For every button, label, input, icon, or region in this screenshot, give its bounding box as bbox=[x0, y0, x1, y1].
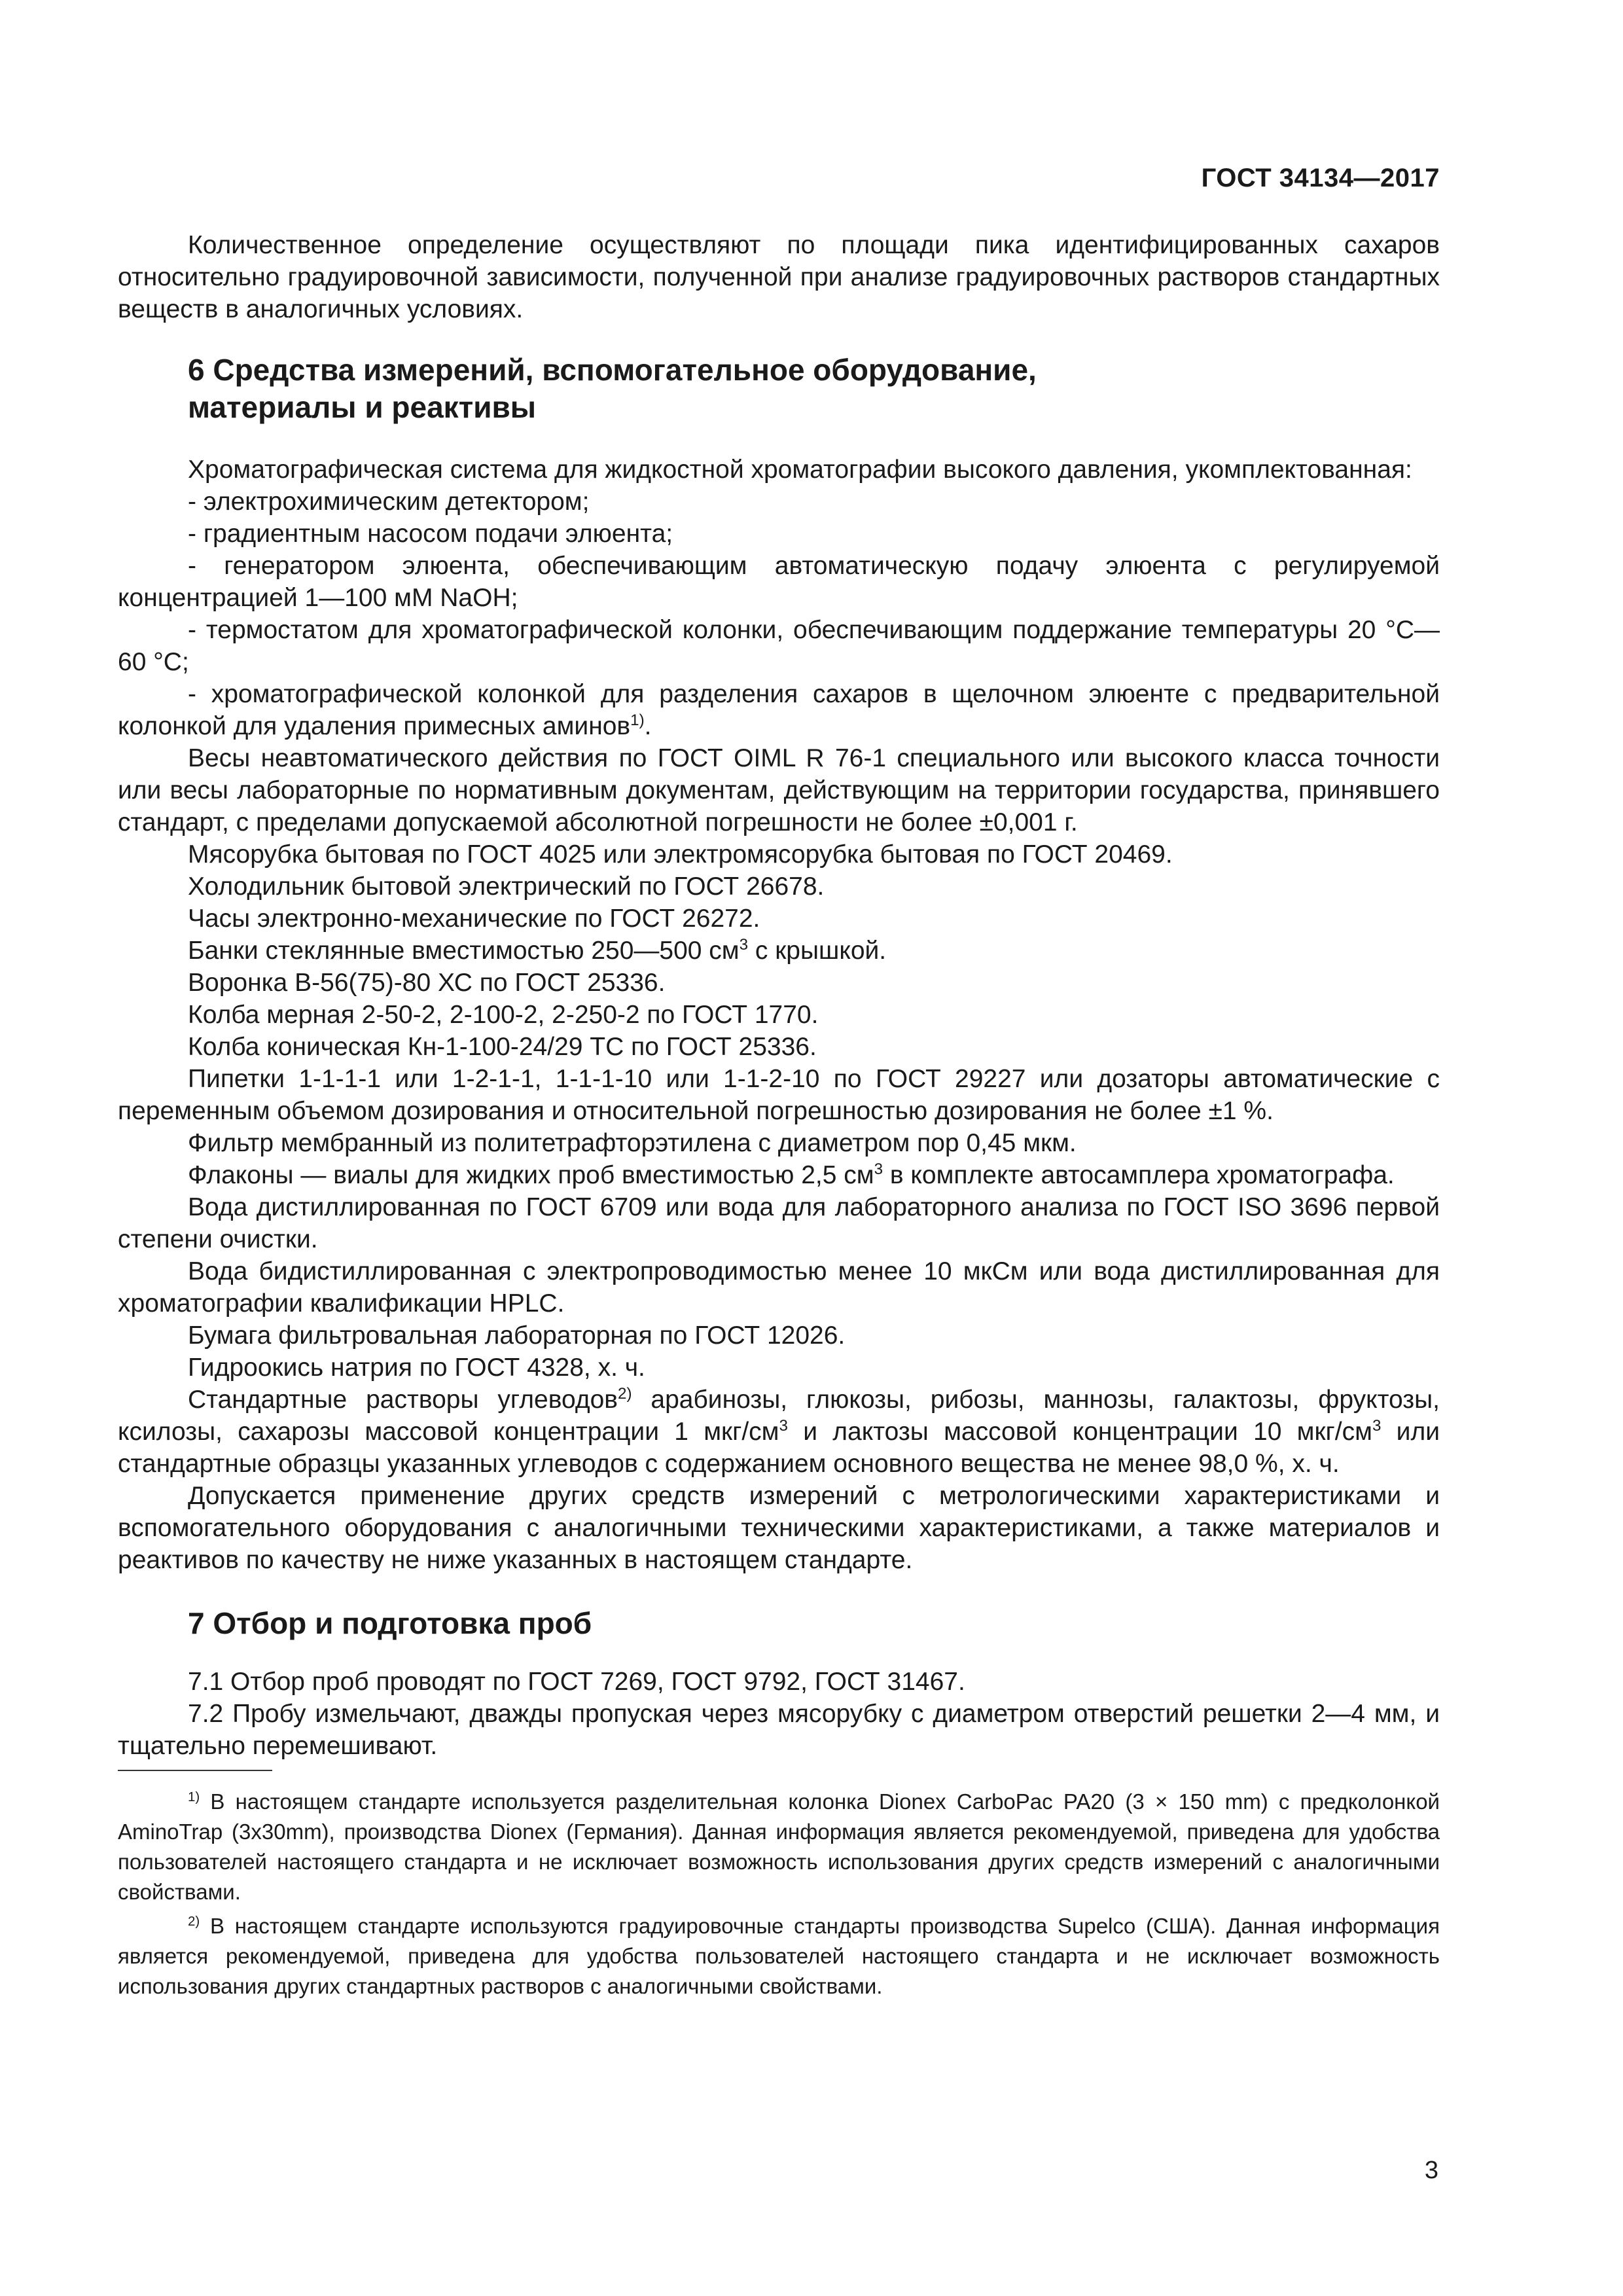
footnote-ref-2: 2) bbox=[618, 1385, 632, 1403]
vials-text: Флаконы — виалы для жидких проб вместимостью 2,5 см bbox=[188, 1161, 874, 1189]
standards-text-d: или стандартные образцы указанных углеводов с содержанием основного вещества не менее 98,0 %, х. ч. bbox=[118, 1418, 1440, 1478]
fridge-paragraph: Холодильник бытовой электрический по ГОСТ 26678. bbox=[188, 872, 825, 901]
jars-paragraph bbox=[118, 935, 1440, 967]
flask-measuring-paragraph: Колба мерная 2-50-2, 2-100-2, 2-250-2 по ГОСТ 1770. bbox=[188, 1001, 819, 1029]
jars-text: Банки стеклянные вместимостью 250—500 см bbox=[188, 937, 740, 965]
clock-paragraph: Часы электронно-механические по ГОСТ 26272. bbox=[188, 905, 760, 933]
section-7-heading: 7 Отбор и подготовка проб bbox=[188, 1606, 592, 1640]
intro-paragraph: Количественное определение осуществляют по площади пика идентифицированных сахаров относительно градуировочной зависимости, полученной при анализе градуировочных растворов стандартных веществ в аналогичных условиях. bbox=[118, 231, 1440, 323]
grinder-paragraph: Мясорубка бытовая по ГОСТ 4025 или электромясорубка бытовая по ГОСТ 20469. bbox=[188, 840, 1173, 869]
section-6-title-line1: 6 Средства измерений, вспомогательное оборудование, bbox=[188, 353, 1037, 387]
footnote-1-text: В настоящем стандарте используется разделительная колонка Dionex CarboPac PA20 (3 × 150 mm) с предколонкой AminoTrap (3x30mm), производства Dionex (Германия). Данная информация является рекомендуемой, приведена для удобства пользователей настоящего стандарта и не исключает возможность использования других средств измерений с аналогичными свойствами. bbox=[118, 1789, 1440, 1904]
system-item-detector: - электрохимическим детектором; bbox=[188, 488, 590, 516]
standards-text-a: Стандартные растворы углеводов bbox=[188, 1386, 618, 1414]
water-distilled-paragraph: Вода дистиллированная по ГОСТ 6709 или вода для лабораторного анализа по ГОСТ ISO 3696 первой степени очистки. bbox=[118, 1193, 1440, 1253]
system-item-pump: - градиентным насосом подачи элюента; bbox=[188, 520, 673, 548]
page-content bbox=[118, 229, 1440, 2001]
footnote-2-mark: 2) bbox=[188, 1914, 200, 1929]
section-7-1: 7.1 Отбор проб проводят по ГОСТ 7269, ГОСТ 9792, ГОСТ 31467. bbox=[188, 1668, 965, 1696]
vials-superscript: 3 bbox=[874, 1160, 883, 1178]
allowed-paragraph: Допускается применение других средств измерений с метрологическими характеристиками и вспомогательного оборудования с аналогичными техническими характеристиками, а также материалов и реактивов по качеству не ниже указанных в настоящем стандарте. bbox=[118, 1482, 1440, 1574]
system-item-generator: - генератором элюента, обеспечивающим автоматическую подачу элюента с регулируемой концентрацией 1—100 мМ NaOH; bbox=[118, 552, 1440, 612]
footnote-1 bbox=[118, 1787, 1440, 1907]
jars-superscript: 3 bbox=[739, 936, 749, 954]
vials-text-end: в комплекте автосамплера хроматографа. bbox=[883, 1161, 1395, 1189]
flask-conical-paragraph: Колба коническая Кн-1-100-24/29 ТС по ГОСТ 25336. bbox=[188, 1033, 817, 1061]
section-6-heading bbox=[118, 351, 1440, 426]
system-item-column-end: . bbox=[644, 712, 652, 740]
naoh-paragraph: Гидроокись натрия по ГОСТ 4328, х. ч. bbox=[188, 1354, 645, 1382]
section-7-2: 7.2 Пробу измельчают, дважды пропуская через мясорубку с диаметром отверстий решетки 2—4 мм, и тщательно перемешивают. bbox=[118, 1700, 1440, 1760]
paper-paragraph: Бумага фильтровальная лабораторная по ГОСТ 12026. bbox=[188, 1321, 846, 1350]
standards-text-b: арабинозы, глюкозы, рибозы, маннозы, галактозы, фруктозы, ксилозы, сахарозы массовой концентрации 1 мкг/см bbox=[118, 1386, 1440, 1446]
system-item-thermostat: - термостатом для хроматографической колонки, обеспечивающим поддержание температуры 20 °С—60 °С; bbox=[118, 616, 1440, 676]
jars-text-end: с крышкой. bbox=[748, 937, 887, 965]
footnote-2 bbox=[118, 1911, 1440, 2001]
footnote-ref-1: 1) bbox=[630, 711, 645, 729]
scales-paragraph: Весы неавтоматического действия по ГОСТ OIML R 76-1 специального или высокого класса точности или весы лабораторные по нормативным документам, действующим на территории государства, принявшего стандарт, с пределами допускаемой абсолютной погрешности не более ±0,001 г. bbox=[118, 744, 1440, 836]
standards-superscript-1: 3 bbox=[779, 1417, 788, 1435]
standards-superscript-2: 3 bbox=[1372, 1417, 1382, 1435]
system-intro: Хроматографическая система для жидкостной хроматографии высокого давления, укомплектованная: bbox=[188, 456, 1412, 484]
water-bidistilled-paragraph: Вода бидистиллированная с электропроводимостью менее 10 мкСм или вода дистиллированная для хроматографии квалификации HPLC. bbox=[118, 1257, 1440, 1318]
standards-text-c: и лактозы массовой концентрации 10 мкг/см bbox=[787, 1418, 1372, 1446]
document-number: ГОСТ 34134—2017 bbox=[1201, 164, 1440, 192]
footnote-separator bbox=[118, 1770, 272, 1771]
funnel-paragraph: Воронка В-56(75)-80 ХС по ГОСТ 25336. bbox=[188, 969, 666, 997]
system-item-column-text: - хроматографической колонкой для разделения сахаров в щелочном элюенте с предварительной колонкой для удаления примесных аминов bbox=[118, 680, 1440, 740]
footnote-1-mark: 1) bbox=[188, 1789, 200, 1804]
system-item-column bbox=[118, 678, 1440, 742]
standards-paragraph bbox=[118, 1384, 1440, 1480]
filter-paragraph: Фильтр мембранный из политетрафторэтилена с диаметром пор 0,45 мкм. bbox=[188, 1129, 1077, 1157]
pipettes-paragraph: Пипетки 1-1-1-1 или 1-2-1-1, 1-1-1-10 или 1-1-2-10 по ГОСТ 29227 или дозаторы автоматические с переменным объемом дозирования и относительной погрешностью дозирования не более ±1 %. bbox=[118, 1065, 1440, 1125]
footnote-2-text: В настоящем стандарте используются градуировочные стандарты производства Supelco (США). Данная информация является рекомендуемой, приведена для удобства пользователей настоящего стандарта и не исключает возможность использования других стандартных растворов с аналогичными свойствами. bbox=[118, 1914, 1440, 1998]
page-number: 3 bbox=[1424, 2157, 1438, 2184]
section-6-title-line2: материалы и реактивы bbox=[188, 390, 537, 424]
vials-paragraph bbox=[118, 1159, 1440, 1191]
